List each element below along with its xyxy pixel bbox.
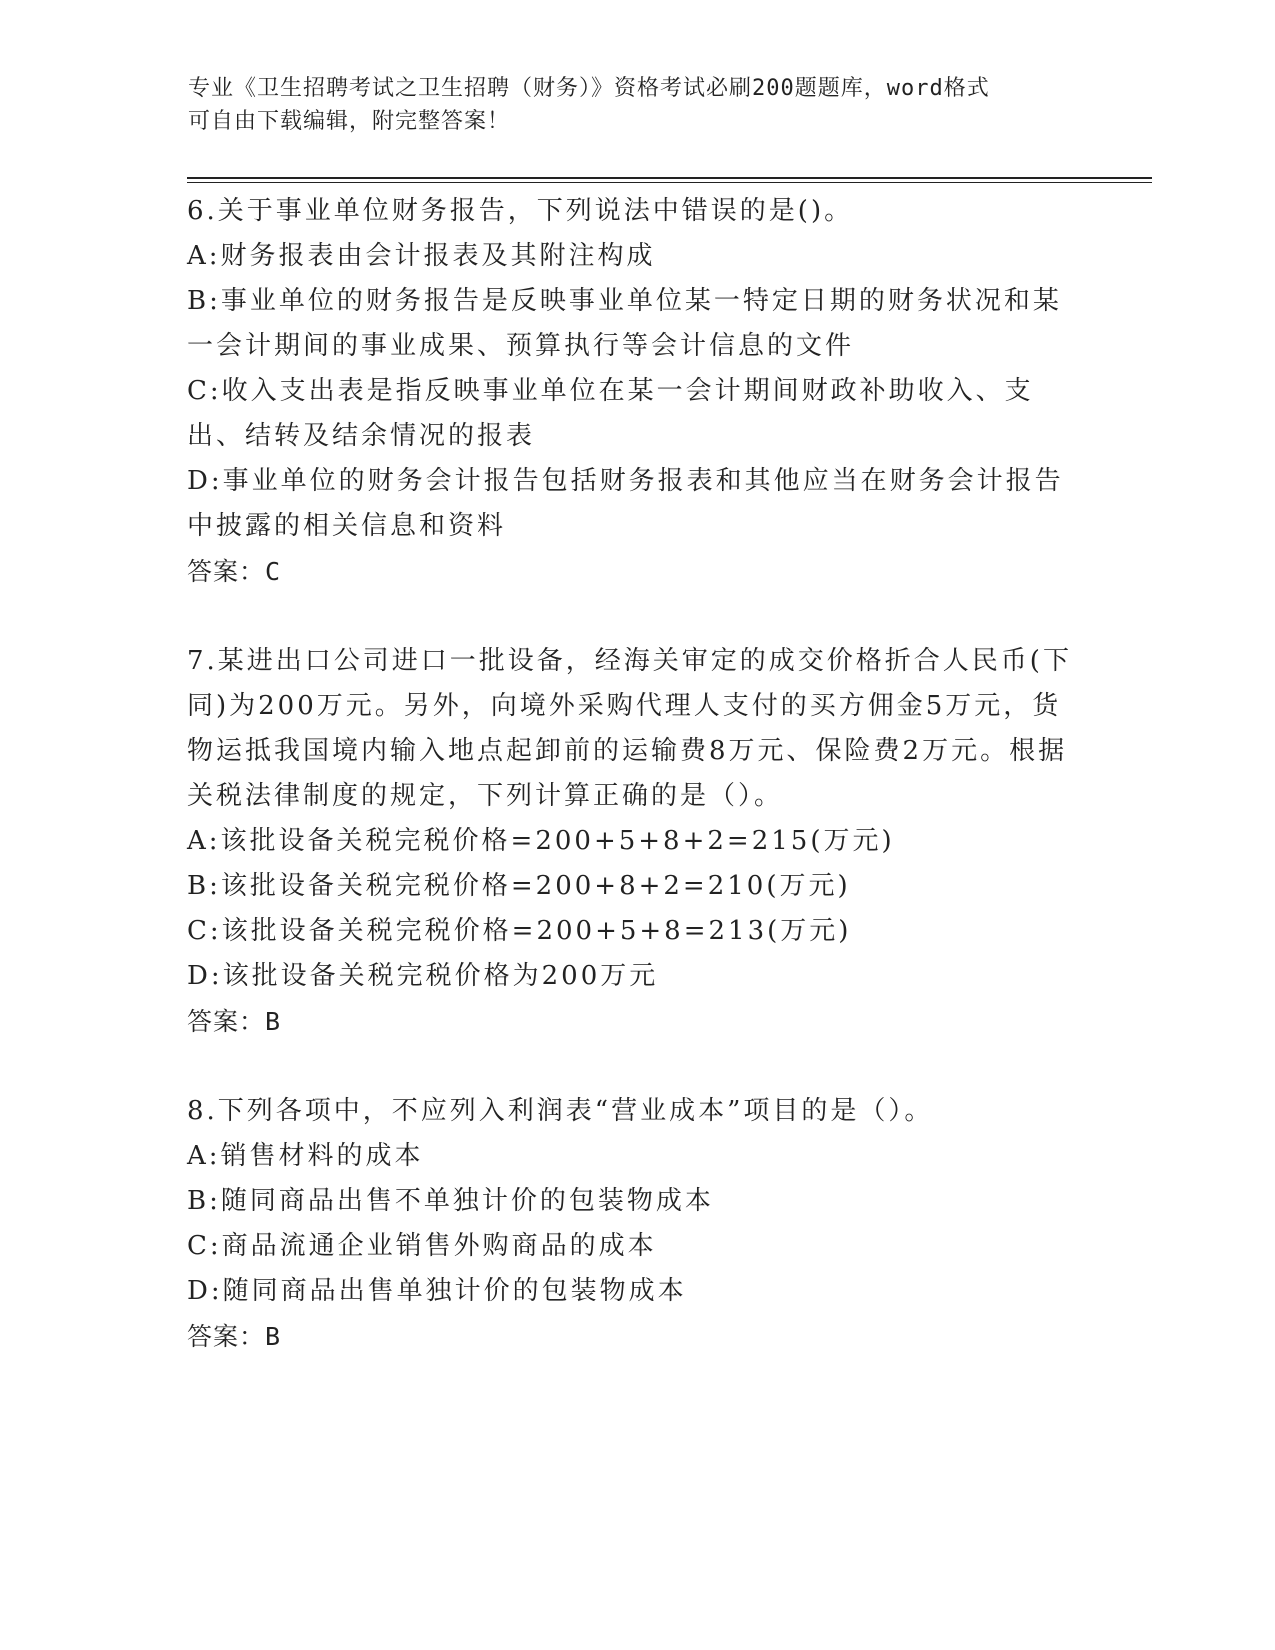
answer-label: 答案：B xyxy=(187,1322,282,1351)
question-6 xyxy=(187,189,1072,594)
answer-label: 答案：B xyxy=(187,1007,282,1036)
option-c: C:收入支出表是指反映事业单位在某一会计期间财政补助收入、支出、结转及结余情况的报表 xyxy=(187,376,1034,451)
header-line-1: 专业《卫生招聘考试之卫生招聘（财务）》资格考试必刷200题题库，word格式 xyxy=(188,76,990,101)
option-c: C:商品流通企业销售外购商品的成本 xyxy=(187,1231,657,1261)
option-a: A:销售材料的成本 xyxy=(187,1141,424,1171)
question-stem: 7.某进出口公司进口一批设备，经海关审定的成交价格折合人民币(下同)为200万元。另外，向境外采购代理人支付的买方佣金5万元，货物运抵我国境内输入地点起卸前的运输费8万元、保险费2万元。根据关税法律制度的规定，下列计算正确的是（）。 xyxy=(187,646,1072,811)
header-divider-thick xyxy=(187,177,1152,179)
header-line-2: 可自由下载编辑，附完整答案！ xyxy=(188,109,511,134)
header-divider-thin xyxy=(187,182,1152,183)
option-c: C:该批设备关税完税价格=200+5+8=213(万元) xyxy=(187,916,852,946)
option-a: A:财务报表由会计报表及其附注构成 xyxy=(187,241,656,271)
question-8 xyxy=(187,1089,1072,1359)
answer-label: 答案：C xyxy=(187,557,282,586)
option-d: D:事业单位的财务会计报告包括财务报表和其他应当在财务会计报告中披露的相关信息和资料 xyxy=(187,466,1064,541)
option-b: B:随同商品出售不单独计价的包装物成本 xyxy=(187,1186,714,1216)
question-stem: 6.关于事业单位财务报告，下列说法中错误的是()。 xyxy=(187,196,854,226)
option-d: D:该批设备关税完税价格为200万元 xyxy=(187,961,659,991)
option-b: B:事业单位的财务报告是反映事业单位某一特定日期的财务状况和某一会计期间的事业成果、预算执行等会计信息的文件 xyxy=(187,286,1062,361)
question-7 xyxy=(187,639,1072,1044)
option-d: D:随同商品出售单独计价的包装物成本 xyxy=(187,1276,687,1306)
document-header xyxy=(188,72,1068,138)
question-stem: 8.下列各项中，不应列入利润表“营业成本”项目的是（）。 xyxy=(187,1096,934,1126)
option-a: A:该批设备关税完税价格=200+5+8+2=215(万元) xyxy=(187,826,895,856)
option-b: B:该批设备关税完税价格=200+8+2=210(万元) xyxy=(187,871,851,901)
question-list xyxy=(187,189,1072,1404)
